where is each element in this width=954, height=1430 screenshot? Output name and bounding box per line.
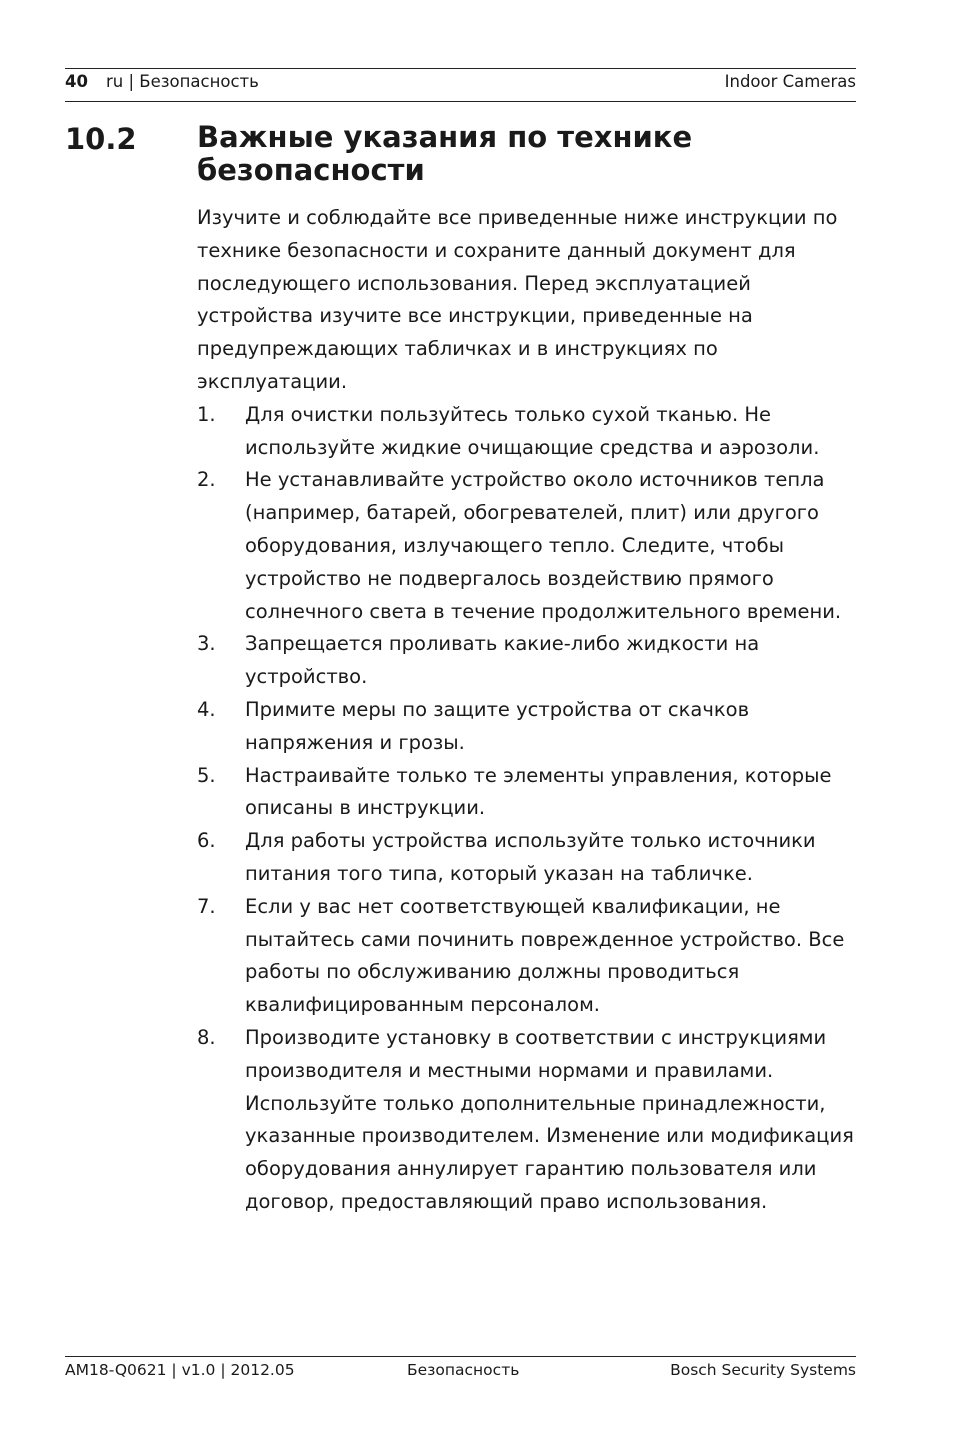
page-header-left: [65, 72, 259, 92]
list-item-number: 4.: [197, 697, 216, 721]
header-bottom-rule: [65, 101, 856, 102]
header-product-name: Indoor Cameras: [724, 72, 856, 91]
main-content: [197, 202, 861, 1219]
list-item-number: 3.: [197, 632, 216, 656]
list-item-text: Если у вас нет соответствующей квалификации, не пытайтесь сами починить поврежденное устройство. Все работы по обслуживанию должны проводиться квалифицированным персоналом.: [245, 894, 845, 1017]
list-item: [197, 464, 861, 628]
list-item: [197, 760, 861, 826]
list-item-number: 7.: [197, 894, 216, 918]
list-item: [197, 1022, 861, 1219]
section-number: 10.2: [65, 122, 137, 156]
header-top-rule: [65, 68, 856, 69]
list-item-number: 8.: [197, 1025, 216, 1049]
list-item: [197, 891, 861, 1022]
list-item-number: 6.: [197, 829, 216, 853]
footer-rule: [65, 1356, 856, 1357]
list-item: [197, 694, 861, 760]
list-item-number: 5.: [197, 763, 216, 787]
list-item: [197, 825, 861, 891]
list-item-text: Не устанавливайте устройство около источников тепла (например, батарей, обогревателей, плит) или другого оборудования, излучающего тепло. Следите, чтобы устройство не подвергалось воздействию прямого солнечного света в течение продолжительного времени.: [245, 468, 842, 623]
list-item-number: 1.: [197, 402, 216, 426]
list-item-text: Для работы устройства используйте только источники питания того типа, который указан на табличке.: [245, 829, 816, 885]
list-item-number: 2.: [197, 468, 216, 492]
header-section-path: ru | Безопасность: [105, 72, 259, 91]
list-item: [197, 628, 861, 694]
list-item-text: Примите меры по защите устройства от скачков напряжения и грозы.: [245, 697, 750, 754]
list-item-text: Запрещается проливать какие-либо жидкости на устройство.: [245, 632, 760, 689]
intro-paragraph: Изучите и соблюдайте все приведенные ниже инструкции по технике безопасности и сохраните данный документ для последующего использования. Перед эксплуатацией устройства изучите все инструкции, приведенные на предупреждающих табличках и в инструкциях по эксплуатации.: [197, 206, 838, 393]
footer-document-id: AM18-Q0621 | v1.0 | 2012.05: [65, 1361, 295, 1379]
page-number: 40: [65, 72, 88, 91]
list-item: [197, 399, 861, 465]
section-title: Важные указания по технике безопасности: [197, 120, 693, 187]
safety-instructions-list: [197, 399, 861, 1219]
footer-section: Безопасность: [407, 1361, 520, 1379]
list-item-text: Настраивайте только те элементы управления, которые описаны в инструкции.: [245, 763, 832, 820]
footer-company: Bosch Security Systems: [670, 1361, 856, 1379]
list-item-text: Для очистки пользуйтесь только сухой тканью. Не используйте жидкие очищающие средства и аэрозоли.: [245, 402, 820, 459]
list-item-text: Производите установку в соответствии с инструкциями производителя и местными нормами и правилами. Используйте только дополнительные принадлежности, указанные производителем. Изменение или модификация оборудования аннулирует гарантию пользователя или договор, предоставляющий право использования.: [245, 1025, 854, 1213]
